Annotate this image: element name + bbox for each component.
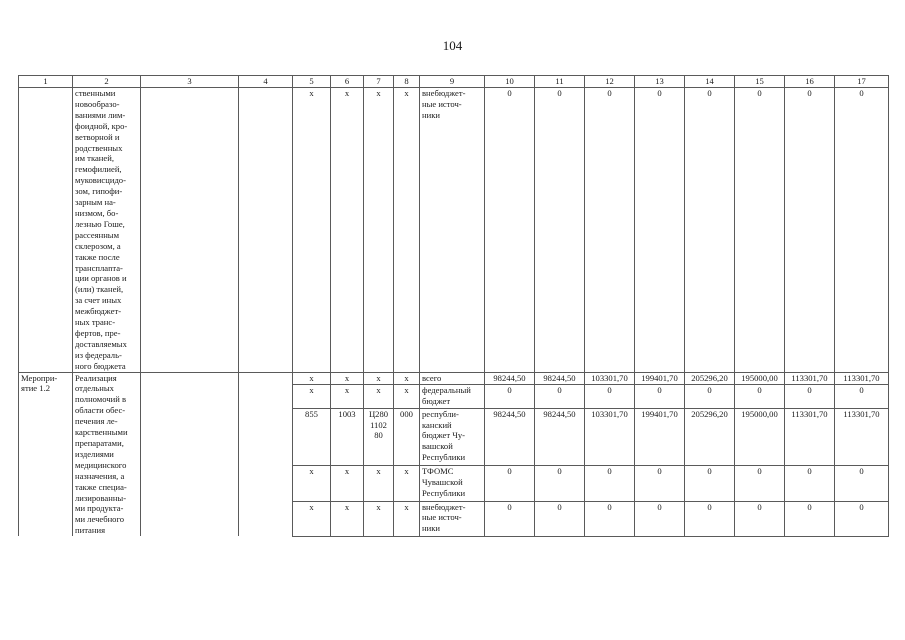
- code-cell: 855: [293, 408, 331, 466]
- description-line: муковисцидо-: [75, 175, 126, 186]
- value-cell: 113301,70: [835, 372, 889, 384]
- value-cell: 0: [585, 384, 635, 408]
- value-cell: 0: [735, 466, 785, 501]
- code-cell: x: [364, 384, 394, 408]
- code-cell: x: [331, 384, 364, 408]
- value-cell: 103301,70: [585, 408, 635, 466]
- value-cell: 0: [735, 384, 785, 408]
- value-cell: 0: [835, 88, 889, 373]
- col-header: 14: [685, 76, 735, 88]
- source-cell: ТФОМС Чувашской Республики: [420, 466, 485, 501]
- target-cell: [239, 372, 293, 536]
- col-header: 6: [331, 76, 364, 88]
- description-line: ветворной и: [75, 131, 120, 142]
- value-cell: 195000,00: [735, 408, 785, 466]
- description-line: ных транс-: [75, 317, 116, 328]
- description-line: медицинского: [75, 459, 127, 470]
- value-cell: 0: [485, 501, 535, 536]
- code-cell: x: [293, 88, 331, 373]
- col-header: 17: [835, 76, 889, 88]
- description-line: лизированны-: [75, 492, 127, 503]
- source-cell: республи- канский бюджет Чу- вашской Республики: [420, 408, 485, 466]
- value-cell: 0: [635, 501, 685, 536]
- value-cell: 103301,70: [585, 372, 635, 384]
- description-line: родственных: [75, 142, 123, 153]
- description-line: межбюджет-: [75, 306, 122, 317]
- description-line: рассеянным: [75, 229, 120, 240]
- description-line: из федераль-: [75, 349, 122, 360]
- code-cell: x: [364, 88, 394, 373]
- value-cell: 98244,50: [535, 408, 585, 466]
- value-cell: 0: [585, 88, 635, 373]
- description-line: новообразо-: [75, 98, 120, 109]
- code-cell: x: [394, 372, 420, 384]
- value-cell: 0: [685, 501, 735, 536]
- value-cell: 0: [785, 466, 835, 501]
- value-cell: 0: [585, 501, 635, 536]
- description-line: карственными: [75, 427, 128, 438]
- value-cell: 0: [535, 501, 585, 536]
- description-cell: [73, 372, 141, 536]
- description-line: лезнью Гоше,: [75, 218, 125, 229]
- value-cell: 0: [685, 88, 735, 373]
- source-cell: внебюджет- ные источ- ники: [420, 501, 485, 536]
- description-line: (или) тканей,: [75, 284, 124, 295]
- description-line: ми продукта-: [75, 503, 124, 514]
- value-cell: 0: [535, 466, 585, 501]
- col-header: 8: [394, 76, 420, 88]
- table-row: [19, 372, 889, 384]
- description-line: Реализация: [75, 372, 117, 383]
- description-line: питания: [75, 525, 106, 536]
- code-cell: 1003: [331, 408, 364, 466]
- description-line: им тканей,: [75, 153, 114, 164]
- source-cell: федеральный бюджет: [420, 384, 485, 408]
- description-line: склерозом, а: [75, 240, 121, 251]
- value-cell: 0: [635, 466, 685, 501]
- description-line: ции органов и: [75, 273, 127, 284]
- code-cell: x: [394, 466, 420, 501]
- value-cell: 205296,20: [685, 408, 735, 466]
- value-cell: 0: [735, 501, 785, 536]
- code-cell: 000: [394, 408, 420, 466]
- value-cell: 0: [685, 466, 735, 501]
- value-cell: 0: [635, 88, 685, 373]
- description-line: доставляемых: [75, 338, 127, 349]
- value-cell: 199401,70: [635, 372, 685, 384]
- budget-table: [18, 75, 889, 537]
- table-row: [19, 88, 889, 373]
- value-cell: 199401,70: [635, 408, 685, 466]
- column-number-row: [19, 76, 889, 88]
- col-header: 3: [141, 76, 239, 88]
- value-cell: 0: [585, 466, 635, 501]
- description-cell: [73, 88, 141, 373]
- value-cell: 0: [835, 466, 889, 501]
- col-header: 1: [19, 76, 73, 88]
- description-line: препаратами,: [75, 438, 124, 448]
- code-cell: x: [293, 466, 331, 501]
- description-line: области обес-: [75, 405, 126, 416]
- code-cell: x: [364, 501, 394, 536]
- col-header: 9: [420, 76, 485, 88]
- value-cell: 0: [835, 501, 889, 536]
- value-cell: 0: [485, 88, 535, 373]
- source-cell: всего: [420, 372, 485, 384]
- value-cell: 0: [635, 384, 685, 408]
- code-cell: x: [364, 466, 394, 501]
- description-line: ственными: [75, 88, 116, 98]
- col-header: 4: [239, 76, 293, 88]
- code-cell: x: [331, 466, 364, 501]
- description-line: также специа-: [75, 481, 127, 492]
- value-cell: 0: [535, 88, 585, 373]
- col-header: 11: [535, 76, 585, 88]
- description-line: фоидной, кро-: [75, 120, 128, 131]
- description-line: также после: [75, 251, 120, 262]
- description-line: за счет иных: [75, 295, 122, 306]
- description-line: ми лечебного: [75, 514, 125, 525]
- description-line: полномочий в: [75, 394, 127, 405]
- executor-cell: [141, 372, 239, 536]
- col-header: 12: [585, 76, 635, 88]
- source-cell: внебюджет- ные источ- ники: [420, 88, 485, 373]
- page-number: 104: [442, 38, 463, 53]
- code-cell: x: [293, 501, 331, 536]
- code-cell: x: [293, 384, 331, 408]
- value-cell: 113301,70: [835, 408, 889, 466]
- code-cell: x: [394, 501, 420, 536]
- value-cell: 0: [685, 384, 735, 408]
- description-line: ваниями лим-: [75, 109, 126, 120]
- description-line: низмом, бо-: [75, 207, 119, 218]
- value-cell: 98244,50: [485, 372, 535, 384]
- description-line: зарным на-: [75, 197, 116, 208]
- description-line: назначения, а: [75, 470, 125, 481]
- value-cell: 0: [535, 384, 585, 408]
- col-header: 13: [635, 76, 685, 88]
- col-header: 7: [364, 76, 394, 88]
- description-line: изделиями: [75, 448, 114, 459]
- col-header: 16: [785, 76, 835, 88]
- code-cell: x: [394, 88, 420, 373]
- measure-cell: [19, 88, 73, 373]
- value-cell: 195000,00: [735, 372, 785, 384]
- value-cell: 0: [785, 88, 835, 373]
- value-cell: 0: [785, 384, 835, 408]
- value-cell: 0: [735, 88, 785, 373]
- code-cell: x: [394, 384, 420, 408]
- value-cell: 113301,70: [785, 372, 835, 384]
- description-line: трансплanта-: [75, 262, 123, 273]
- code-cell: x: [331, 501, 364, 536]
- value-cell: 205296,20: [685, 372, 735, 384]
- description-line: отдельных: [75, 383, 114, 394]
- code-cell: Ц280 1102 80: [364, 408, 394, 466]
- code-cell: x: [364, 372, 394, 384]
- value-cell: 0: [835, 384, 889, 408]
- value-cell: 98244,50: [535, 372, 585, 384]
- value-cell: 0: [485, 466, 535, 501]
- description-line: ного бюджета: [75, 360, 126, 371]
- executor-cell: [141, 88, 239, 373]
- code-cell: x: [331, 372, 364, 384]
- description-line: печения ле-: [75, 416, 118, 427]
- description-line: фертов, пре-: [75, 327, 121, 338]
- code-cell: x: [293, 372, 331, 384]
- code-cell: x: [331, 88, 364, 373]
- target-cell: [239, 88, 293, 373]
- value-cell: 98244,50: [485, 408, 535, 466]
- col-header: 10: [485, 76, 535, 88]
- value-cell: 0: [485, 384, 535, 408]
- value-cell: 113301,70: [785, 408, 835, 466]
- description-line: гемофилией,: [75, 164, 122, 175]
- value-cell: 0: [785, 501, 835, 536]
- measure-cell: Меропри- ятие 1.2: [19, 372, 73, 536]
- col-header: 2: [73, 76, 141, 88]
- col-header: 5: [293, 76, 331, 88]
- description-line: зом, гипофи-: [75, 186, 123, 197]
- col-header: 15: [735, 76, 785, 88]
